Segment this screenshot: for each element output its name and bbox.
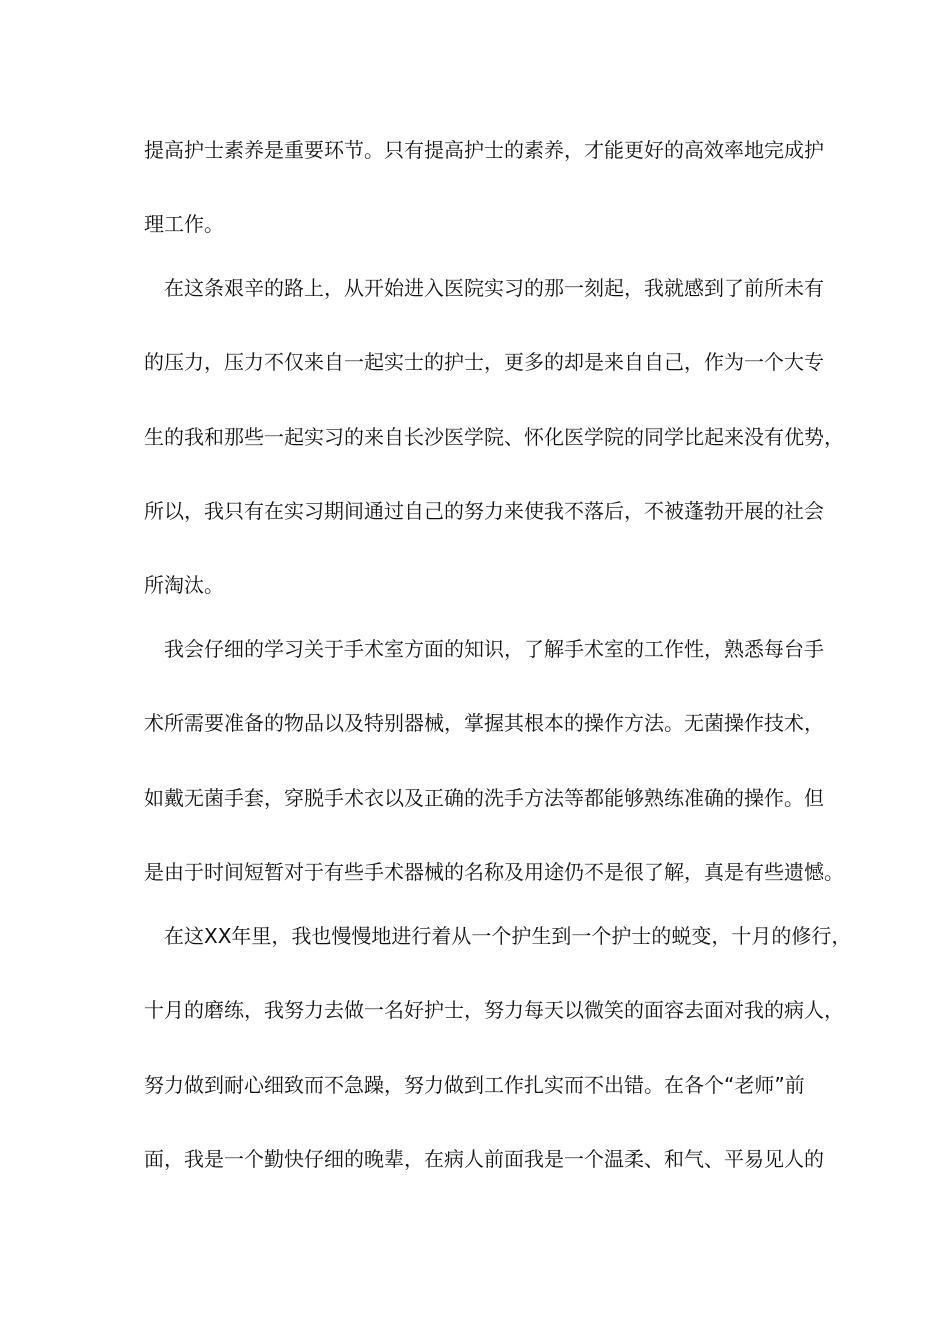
text-line-4: 的压力，压力不仅来自一起实士的护士，更多的却是来自自己，作为一个大专: [144, 350, 824, 374]
text-line-8: 我会仔细的学习关于手术室方面的知识，了解手术室的工作性，熟悉每台手: [164, 637, 824, 661]
text-line-9: 术所需要准备的物品以及特别器械，掌握其根本的操作方法。无菌操作技术，: [144, 711, 824, 735]
text-line-5: 生的我和那些一起实习的来自长沙医学院、怀化医学院的同学比起来没有优势，: [144, 425, 844, 449]
text-line-1: 提高护士素养是重要环节。只有提高护士的素养，才能更好的高效率地完成护: [144, 138, 824, 162]
text-line-2: 理工作。: [144, 212, 224, 236]
text-line-15: 面，我是一个勤快仔细的晚辈，在病人前面我是一个温柔、和气、平易见人的: [144, 1147, 824, 1171]
text-line-11: 是由于时间短暂对于有些手术器械的名称及用途仍不是很了解，真是有些遗憾。: [144, 860, 844, 884]
text-line-3: 在这条艰辛的路上，从开始进入医院实习的那一刻起，我就感到了前所未有: [164, 276, 824, 300]
text-line-13: 十月的磨练，我努力去做一名好护士，努力每天以微笑的面容去面对我的病人，: [144, 998, 844, 1022]
text-line-6: 所以，我只有在实习期间通过自己的努力来使我不落后，不被蓬勃开展的社会: [144, 499, 824, 523]
text-line-14: 努力做到耐心细致而不急躁，努力做到工作扎实而不出错。在各个“老师”前: [144, 1073, 805, 1097]
text-line-7: 所淘汰。: [144, 573, 224, 597]
text-line-12: 在这XX年里，我也慢慢地进行着从一个护生到一个护士的蜕变，十月的修行，: [164, 924, 852, 948]
text-line-10: 如戴无菌手套，穿脱手术衣以及正确的洗手方法等都能够熟练准确的操作。但: [144, 786, 824, 810]
